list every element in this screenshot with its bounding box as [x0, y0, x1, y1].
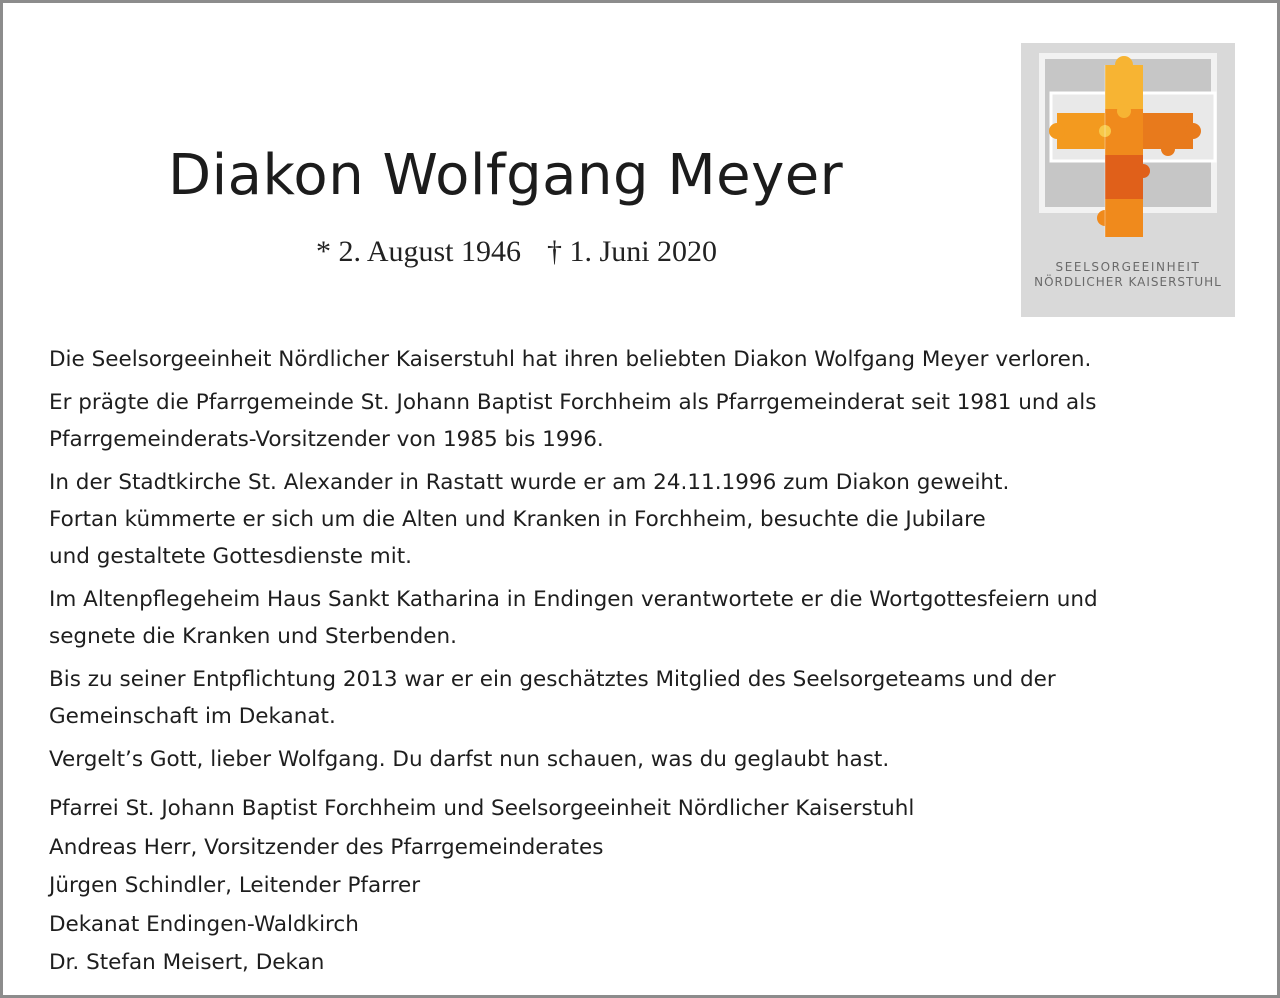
deceased-name: Diakon Wolfgang Meyer [168, 143, 844, 208]
text-line: Pfarrgemeinderats-Vorsitzender von 1985 bis 1996. [49, 427, 604, 452]
paragraph-4 [49, 581, 1249, 655]
text-line: und gestaltete Gottesdienste mit. [49, 544, 412, 569]
birth-date: * 2. August 1946 [316, 235, 522, 268]
death-date: † 1. Juni 2020 [547, 235, 718, 268]
signer-line: Jürgen Schindler, Leitender Pfarrer [49, 873, 421, 898]
signer-line: Dr. Stefan Meisert, Dekan [49, 950, 325, 975]
paragraph-1 [49, 341, 1249, 378]
signer-line: Andreas Herr, Vorsitzender des Pfarrgemeinderates [49, 834, 604, 860]
text-line: Vergelt’s Gott, lieber Wolfgang. Du darfst nun schauen, was du geglaubt hast. [49, 747, 890, 772]
life-dates [316, 235, 717, 269]
text-line: segnete die Kranken und Sterbenden. [49, 624, 457, 649]
paragraph-5 [49, 661, 1249, 735]
logo-text-line1: SEELSORGEEINHEIT [1055, 260, 1201, 274]
signer-line: Dekanat Endingen-Waldkirch [49, 911, 359, 937]
text-line: Er prägte die Pfarrgemeinde St. Johann Baptist Forchheim als Pfarrgemeinderat seit 1981 und als [49, 390, 1097, 415]
signers-list [49, 790, 914, 983]
text-line: Gemeinschaft im Dekanat. [49, 704, 336, 729]
text-line: In der Stadtkirche St. Alexander in Rastatt wurde er am 24.11.1996 zum Diakon geweiht. [49, 470, 1010, 495]
parish-logo [1021, 43, 1235, 317]
text-line: Fortan kümmerte er sich um die Alten und Kranken in Forchheim, besuchte die Jubilare [49, 507, 986, 532]
puzzle-cross-icon [1021, 43, 1235, 257]
paragraph-6 [49, 741, 1249, 778]
signer-line: Pfarrei St. Johann Baptist Forchheim und Seelsorgeeinheit Nördlicher Kaiserstuhl [49, 796, 915, 821]
logo-text-line2: NÖRDLICHER KAISERSTUHL [1034, 275, 1222, 289]
paragraph-3 [49, 464, 1249, 575]
text-line: Die Seelsorgeeinheit Nördlicher Kaiserstuhl hat ihren beliebten Diakon Wolfgang Meyer verloren. [49, 347, 1092, 372]
obituary-text [49, 341, 1249, 784]
text-line: Bis zu seiner Entpflichtung 2013 war er ein geschätztes Mitglied des Seelsorgeteams und der [49, 667, 1056, 692]
paragraph-2 [49, 384, 1249, 458]
text-line: Im Altenpflegeheim Haus Sankt Katharina in Endingen verantwortete er die Wortgottesfeiern und [49, 587, 1098, 612]
